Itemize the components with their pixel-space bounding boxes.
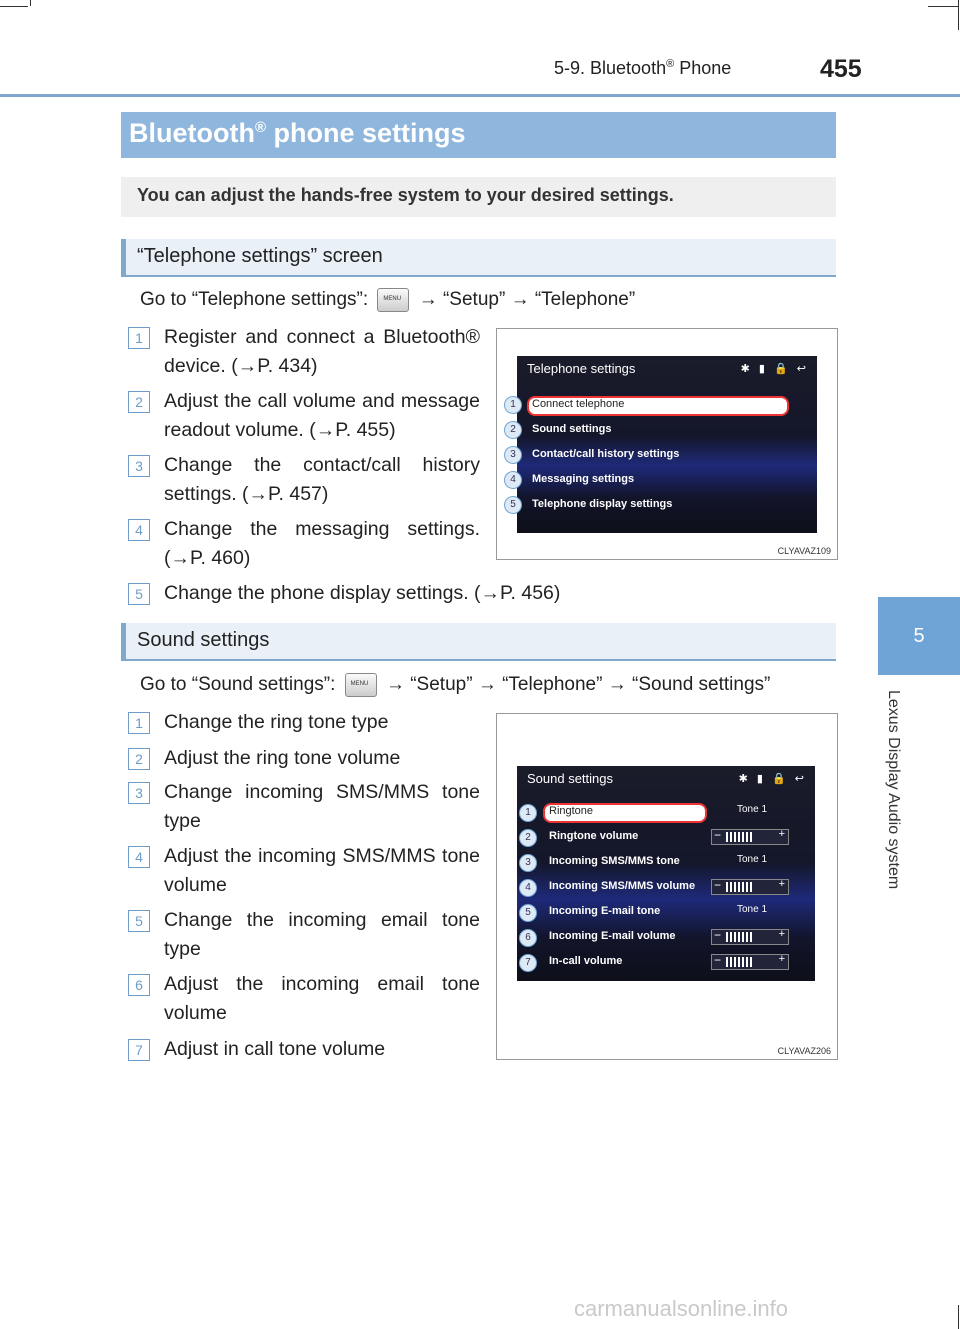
item-text: Change the phone display settings. (→P. 456) (164, 582, 561, 604)
screen-title: Sound settings (527, 771, 614, 786)
chapter-title: Lexus Display Audio system (885, 690, 902, 890)
section-heading-sound: Sound settings (121, 623, 836, 661)
list-item (128, 323, 480, 381)
item-number: 3 (128, 455, 150, 477)
screen-row-label: Ringtone (549, 805, 594, 817)
list-item (128, 579, 688, 608)
list-item (128, 842, 480, 900)
screen-row (517, 851, 815, 873)
screen-row-label: Telephone display settings (532, 498, 673, 510)
callout-number: 3 (519, 854, 537, 872)
item-text: Register and connect a Bluetooth® device. (→P. 434) (164, 326, 480, 377)
minus-icon: − (714, 953, 722, 967)
crop-mark (30, 0, 31, 6)
screen-row (517, 419, 817, 441)
crop-mark (0, 6, 28, 7)
item-number: 1 (128, 712, 150, 734)
callout-number: 7 (519, 954, 537, 972)
screen-row-label: Incoming E-mail tone (549, 905, 661, 917)
crop-mark (958, 0, 959, 30)
screen-row (517, 801, 815, 823)
item-number: 6 (128, 974, 150, 996)
telephone-settings-screen (517, 356, 817, 533)
telephone-settings-screenshot (496, 328, 838, 560)
tone-value: Tone 1 (737, 854, 768, 865)
item-text: Adjust the incoming SMS/MMS tone volume (164, 845, 480, 896)
callout-number: 4 (519, 879, 537, 897)
screen-row (517, 951, 815, 973)
volume-bar (726, 832, 754, 842)
crop-mark (958, 1305, 959, 1329)
sound-settings-screen (517, 766, 815, 981)
item-text: Adjust in call tone volume (164, 1038, 386, 1060)
minus-icon: − (714, 928, 722, 942)
callout-number: 1 (519, 804, 537, 822)
list-item (128, 970, 480, 1028)
item-number: 1 (128, 327, 150, 349)
page-number: 455 (820, 55, 862, 83)
volume-bar (726, 882, 754, 892)
minus-icon: − (714, 828, 722, 842)
sound-settings-screenshot (496, 713, 838, 1060)
volume-bar (726, 932, 754, 942)
page-title: Bluetooth® phone settings (129, 118, 466, 148)
screen-row (517, 469, 817, 491)
screen-row (517, 901, 815, 923)
screen-row (517, 826, 815, 848)
section-heading-telephone: “Telephone settings” screen (121, 239, 836, 277)
screen-row-label: Contact/call history settings (532, 448, 680, 460)
screen-row-label: Connect telephone (532, 398, 625, 410)
screen-row (517, 926, 815, 948)
page-title-bar (121, 112, 836, 158)
screen-title: Telephone settings (527, 361, 636, 376)
item-number: 5 (128, 583, 150, 605)
list-item (128, 906, 480, 964)
callout-number: 4 (504, 471, 522, 489)
screen-row-label: In-call volume (549, 955, 623, 967)
screen-row (517, 494, 817, 516)
screen-row-label: Incoming E-mail volume (549, 930, 676, 942)
item-number: 5 (128, 910, 150, 932)
screen-row-label: Incoming SMS/MMS volume (549, 880, 696, 892)
volume-bar (726, 957, 754, 967)
item-number: 2 (128, 391, 150, 413)
header-rule (0, 94, 960, 97)
figure-code: CLYAVAZ206 (777, 1046, 831, 1056)
callout-number: 2 (504, 421, 522, 439)
goto-telephone: Go to “Telephone settings”: MENU → “Setup” → “Telephone” (140, 288, 635, 312)
list-item (128, 744, 480, 773)
watermark: carmanualsonline.info (574, 1296, 789, 1321)
volume-slider (711, 829, 789, 845)
item-text: Change the contact/call history settings. (→P. 457) (164, 454, 480, 505)
callout-number: 6 (519, 929, 537, 947)
tone-value: Tone 1 (737, 804, 768, 815)
plus-icon: + (778, 953, 785, 965)
volume-slider (711, 929, 789, 945)
plus-icon: + (778, 928, 785, 940)
screen-row (517, 394, 817, 416)
list-item (128, 387, 480, 445)
volume-slider (711, 879, 789, 895)
list-item (128, 1035, 480, 1064)
intro-text: You can adjust the hands-free system to your desired settings. (137, 185, 674, 205)
status-icons: ✱ ▮ 🔒 ↩ (740, 363, 809, 375)
screen-row (517, 444, 817, 466)
running-header-title: 5-9. Bluetooth® Phone (554, 58, 732, 78)
item-text: Change the incoming email tone type (164, 909, 480, 960)
figure-code: CLYAVAZ109 (777, 546, 831, 556)
plus-icon: + (778, 828, 785, 840)
callout-number: 2 (519, 829, 537, 847)
screen-row-label: Incoming SMS/MMS tone (549, 855, 680, 867)
intro-box (121, 177, 836, 217)
item-number: 2 (128, 748, 150, 770)
plus-icon: + (778, 878, 785, 890)
item-number: 3 (128, 782, 150, 804)
item-text: Adjust the call volume and message readout volume. (→P. 455) (164, 390, 480, 441)
item-text: Adjust the incoming email tone volume (164, 973, 480, 1024)
item-number: 4 (128, 846, 150, 868)
item-text: Change incoming SMS/MMS tone type (164, 781, 480, 832)
list-item (128, 515, 480, 573)
menu-button-icon (377, 288, 409, 312)
status-icons: ✱ ▮ 🔒 ↩ (738, 773, 807, 785)
callout-number: 5 (519, 904, 537, 922)
screen-row-label: Sound settings (532, 423, 612, 435)
minus-icon: − (714, 878, 722, 892)
callout-number: 1 (504, 396, 522, 414)
callout-number: 3 (504, 446, 522, 464)
screen-row (517, 876, 815, 898)
list-item (128, 451, 480, 509)
crop-mark (928, 6, 958, 7)
chapter-tab: 5 (878, 597, 960, 675)
item-number: 7 (128, 1039, 150, 1061)
item-text: Change the ring tone type (164, 711, 389, 733)
item-text: Adjust the ring tone volume (164, 747, 401, 769)
item-text: Change the messaging settings. (→P. 460) (164, 518, 480, 569)
menu-button-icon (345, 673, 377, 697)
callout-number: 5 (504, 496, 522, 514)
tone-value: Tone 1 (737, 904, 768, 915)
list-item (128, 778, 480, 836)
goto-sound: Go to “Sound settings”: MENU → “Setup” → “Telephone” → “Sound settings” (140, 673, 770, 697)
screen-row-label: Messaging settings (532, 473, 635, 485)
screen-row-label: Ringtone volume (549, 830, 639, 842)
list-item (128, 708, 480, 737)
item-number: 4 (128, 519, 150, 541)
volume-slider (711, 954, 789, 970)
